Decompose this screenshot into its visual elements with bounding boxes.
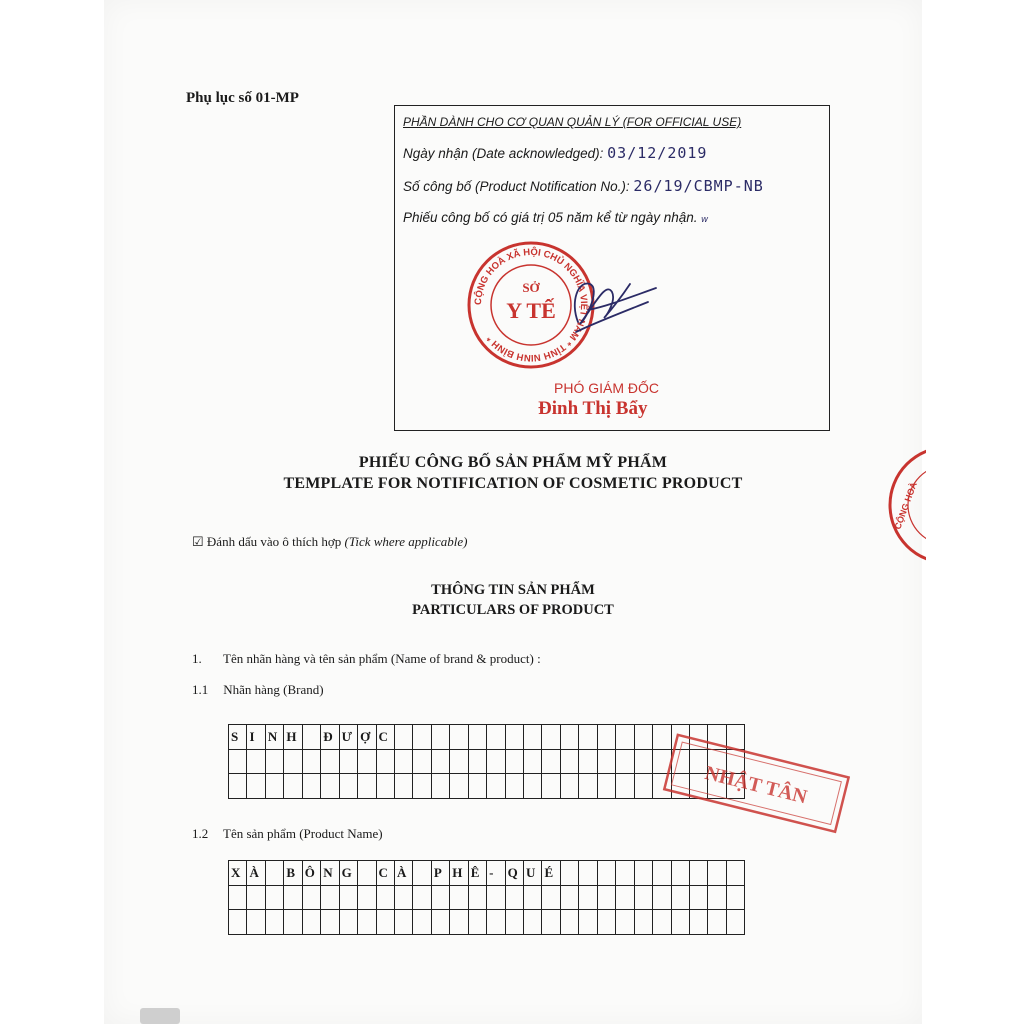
grid-cell	[560, 774, 578, 799]
grid-cell	[616, 910, 634, 935]
grid-cell	[265, 885, 283, 910]
grid-cell	[671, 885, 689, 910]
grid-cell	[431, 725, 449, 750]
grid-cell: N	[321, 861, 339, 886]
side-seal-text: CỘNG HOÀ	[892, 480, 919, 531]
grid-cell	[450, 774, 468, 799]
grid-cell	[339, 885, 357, 910]
section-title-en: PARTICULARS OF PRODUCT	[412, 602, 614, 618]
grid-cell	[708, 885, 726, 910]
grid-cell	[616, 861, 634, 886]
grid-cell	[634, 910, 652, 935]
grid-cell	[579, 725, 597, 750]
grid-cell	[689, 910, 707, 935]
grid-row	[229, 861, 745, 886]
notification-number-value: 26/19/CBMP-NB	[633, 177, 764, 195]
date-acknowledged-row	[403, 144, 707, 162]
grid-cell	[487, 885, 505, 910]
grid-cell	[376, 885, 394, 910]
grid-cell	[431, 774, 449, 799]
grid-cell	[726, 861, 744, 886]
grid-cell	[616, 885, 634, 910]
grid-cell	[376, 749, 394, 774]
grid-cell	[450, 885, 468, 910]
grid-cell	[358, 910, 376, 935]
grid-cell: Ư	[339, 725, 357, 750]
grid-cell	[413, 774, 431, 799]
official-use-header: PHẦN DÀNH CHO CƠ QUAN QUẢN LÝ (FOR OFFICIAL USE)	[403, 115, 742, 129]
grid-cell	[597, 910, 615, 935]
grid-cell	[542, 774, 560, 799]
grid-cell	[653, 885, 671, 910]
deputy-director-name: Đinh Thị Bẩy	[538, 398, 648, 419]
grid-cell	[597, 861, 615, 886]
grid-cell	[524, 885, 542, 910]
grid-cell	[689, 885, 707, 910]
grid-cell	[450, 725, 468, 750]
grid-cell	[708, 910, 726, 935]
grid-cell	[597, 725, 615, 750]
grid-cell	[229, 749, 247, 774]
section-title-vi: THÔNG TIN SẢN PHẨM	[431, 582, 595, 598]
grid-cell	[634, 861, 652, 886]
grid-cell	[726, 885, 744, 910]
grid-cell	[358, 885, 376, 910]
grid-cell	[247, 885, 265, 910]
deputy-director-title: PHÓ GIÁM ĐỐC	[554, 380, 660, 396]
grid-cell	[524, 725, 542, 750]
grid-cell	[229, 885, 247, 910]
grid-cell	[302, 774, 320, 799]
company-stamp-text: NHẬT TÂN	[702, 761, 810, 809]
grid-cell	[302, 910, 320, 935]
form-title-en: TEMPLATE FOR NOTIFICATION OF COSMETIC PRODUCT	[283, 475, 743, 492]
grid-cell: S	[229, 725, 247, 750]
grid-cell	[321, 749, 339, 774]
notification-number-row	[403, 177, 764, 195]
grid-cell	[265, 910, 283, 935]
grid-cell	[358, 861, 376, 886]
grid-cell	[413, 885, 431, 910]
grid-cell	[265, 749, 283, 774]
grid-cell: Ô	[302, 861, 320, 886]
grid-cell	[247, 774, 265, 799]
grid-cell	[524, 749, 542, 774]
grid-cell	[394, 774, 412, 799]
grid-cell	[524, 910, 542, 935]
validity-initial-mark: w	[701, 214, 708, 224]
grid-cell	[431, 910, 449, 935]
grid-cell	[394, 910, 412, 935]
grid-cell	[653, 861, 671, 886]
grid-cell: C	[376, 725, 394, 750]
grid-cell	[579, 910, 597, 935]
grid-cell	[505, 774, 523, 799]
grid-cell: P	[431, 861, 449, 886]
grid-cell	[468, 749, 486, 774]
grid-cell	[321, 910, 339, 935]
grid-cell	[634, 749, 652, 774]
grid-cell	[542, 910, 560, 935]
grid-cell: I	[247, 725, 265, 750]
grid-cell	[321, 774, 339, 799]
scan-margin-left	[0, 0, 104, 1024]
grid-cell	[505, 749, 523, 774]
item-number: 1.	[192, 651, 202, 666]
item-label: Tên sản phẩm (Product Name)	[223, 826, 383, 841]
grid-cell	[560, 861, 578, 886]
item-1-2	[192, 826, 383, 842]
item-label: Nhãn hàng (Brand)	[223, 682, 324, 697]
scan-margin-right	[922, 0, 1024, 1024]
grid-cell: À	[247, 861, 265, 886]
grid-cell	[284, 885, 302, 910]
grid-cell	[339, 749, 357, 774]
grid-cell	[671, 861, 689, 886]
grid-cell: H	[450, 861, 468, 886]
seal-center-main: Y TẾ	[506, 298, 556, 323]
seal-ring-text: CỘNG HOÀ XÃ HỘI CHỦ NGHĨA VIỆT NAM * TỈNH NINH BÌNH *	[472, 246, 590, 364]
grid-cell	[560, 749, 578, 774]
grid-cell	[284, 910, 302, 935]
grid-row	[229, 910, 745, 935]
grid-cell	[302, 725, 320, 750]
tick-instruction-vi: Đánh dấu vào ô thích hợp	[206, 534, 342, 549]
grid-cell	[413, 725, 431, 750]
grid-cell: Ợ	[358, 725, 376, 750]
item-label: Tên nhãn hàng và tên sản phẩm (Name of brand & product) :	[223, 651, 541, 666]
item-number: 1.1	[192, 682, 209, 697]
grid-cell	[616, 749, 634, 774]
grid-cell	[468, 910, 486, 935]
grid-cell: X	[229, 861, 247, 886]
grid-cell	[376, 910, 394, 935]
grid-cell	[634, 725, 652, 750]
grid-cell	[394, 885, 412, 910]
tick-instruction	[192, 534, 467, 550]
grid-cell	[505, 885, 523, 910]
grid-cell	[726, 910, 744, 935]
notification-number-label: Số công bố (Product Notification No.):	[403, 179, 630, 194]
grid-cell	[339, 774, 357, 799]
grid-cell: H	[284, 725, 302, 750]
grid-cell: É	[542, 861, 560, 886]
grid-cell	[653, 910, 671, 935]
grid-cell: N	[265, 725, 283, 750]
grid-cell	[284, 774, 302, 799]
scan-artifact	[140, 1008, 180, 1024]
grid-cell	[689, 861, 707, 886]
grid-cell	[560, 910, 578, 935]
grid-cell	[560, 725, 578, 750]
grid-cell	[560, 885, 578, 910]
grid-cell	[431, 885, 449, 910]
grid-cell: C	[376, 861, 394, 886]
company-rectangular-stamp	[660, 725, 850, 845]
grid-cell	[579, 861, 597, 886]
grid-cell	[487, 774, 505, 799]
grid-cell	[247, 749, 265, 774]
grid-cell	[450, 749, 468, 774]
grid-cell	[524, 774, 542, 799]
seal-center-top: SỞ	[522, 280, 540, 295]
signature-stroke	[575, 284, 656, 332]
validity-text: Phiếu công bố có giá trị 05 năm kể từ ngày nhận.	[403, 210, 698, 225]
grid-cell	[339, 910, 357, 935]
grid-cell	[413, 861, 431, 886]
grid-cell: U	[524, 861, 542, 886]
validity-row	[403, 210, 708, 225]
grid-cell	[634, 885, 652, 910]
grid-cell	[487, 910, 505, 935]
grid-cell	[542, 749, 560, 774]
grid-cell: -	[487, 861, 505, 886]
grid-cell	[450, 910, 468, 935]
grid-cell	[616, 725, 634, 750]
date-acknowledged-value: 03/12/2019	[607, 144, 708, 162]
checkbox-icon: ☑	[192, 534, 204, 549]
grid-cell: Đ	[321, 725, 339, 750]
grid-cell	[284, 749, 302, 774]
grid-cell	[358, 749, 376, 774]
product-name-character-grid	[228, 860, 745, 935]
item-1	[192, 651, 541, 667]
grid-cell: G	[339, 861, 357, 886]
grid-cell	[597, 774, 615, 799]
grid-cell	[394, 725, 412, 750]
grid-cell	[265, 774, 283, 799]
grid-cell	[376, 774, 394, 799]
grid-cell: Ê	[468, 861, 486, 886]
grid-cell	[394, 749, 412, 774]
grid-cell	[468, 725, 486, 750]
grid-cell	[413, 749, 431, 774]
grid-cell	[358, 774, 376, 799]
grid-cell	[247, 910, 265, 935]
grid-cell	[505, 725, 523, 750]
appendix-label: Phụ lục số 01-MP	[186, 90, 299, 106]
grid-cell	[265, 861, 283, 886]
grid-cell	[634, 774, 652, 799]
item-number: 1.2	[192, 826, 209, 841]
form-title-vi: PHIẾU CÔNG BỐ SẢN PHẨM MỸ PHẨM	[358, 454, 668, 471]
grid-cell	[302, 885, 320, 910]
grid-cell	[671, 910, 689, 935]
grid-cell	[505, 910, 523, 935]
grid-cell	[542, 885, 560, 910]
grid-cell	[616, 774, 634, 799]
grid-cell	[579, 774, 597, 799]
grid-cell	[597, 749, 615, 774]
grid-cell	[229, 910, 247, 935]
grid-cell	[487, 725, 505, 750]
grid-cell	[468, 774, 486, 799]
grid-cell	[542, 725, 560, 750]
grid-cell	[597, 885, 615, 910]
handwritten-signature	[548, 262, 668, 342]
grid-cell: À	[394, 861, 412, 886]
item-1-1	[192, 682, 324, 698]
grid-cell	[579, 885, 597, 910]
grid-row	[229, 885, 745, 910]
grid-cell: Q	[505, 861, 523, 886]
grid-cell	[302, 749, 320, 774]
grid-cell	[413, 910, 431, 935]
grid-cell	[229, 774, 247, 799]
grid-cell	[579, 749, 597, 774]
grid-cell	[487, 749, 505, 774]
grid-cell	[468, 885, 486, 910]
date-acknowledged-label: Ngày nhận (Date acknowledged):	[403, 146, 604, 161]
grid-cell	[431, 749, 449, 774]
tick-instruction-en: (Tick where applicable)	[344, 534, 468, 549]
grid-cell	[708, 861, 726, 886]
grid-cell	[321, 885, 339, 910]
grid-cell: B	[284, 861, 302, 886]
